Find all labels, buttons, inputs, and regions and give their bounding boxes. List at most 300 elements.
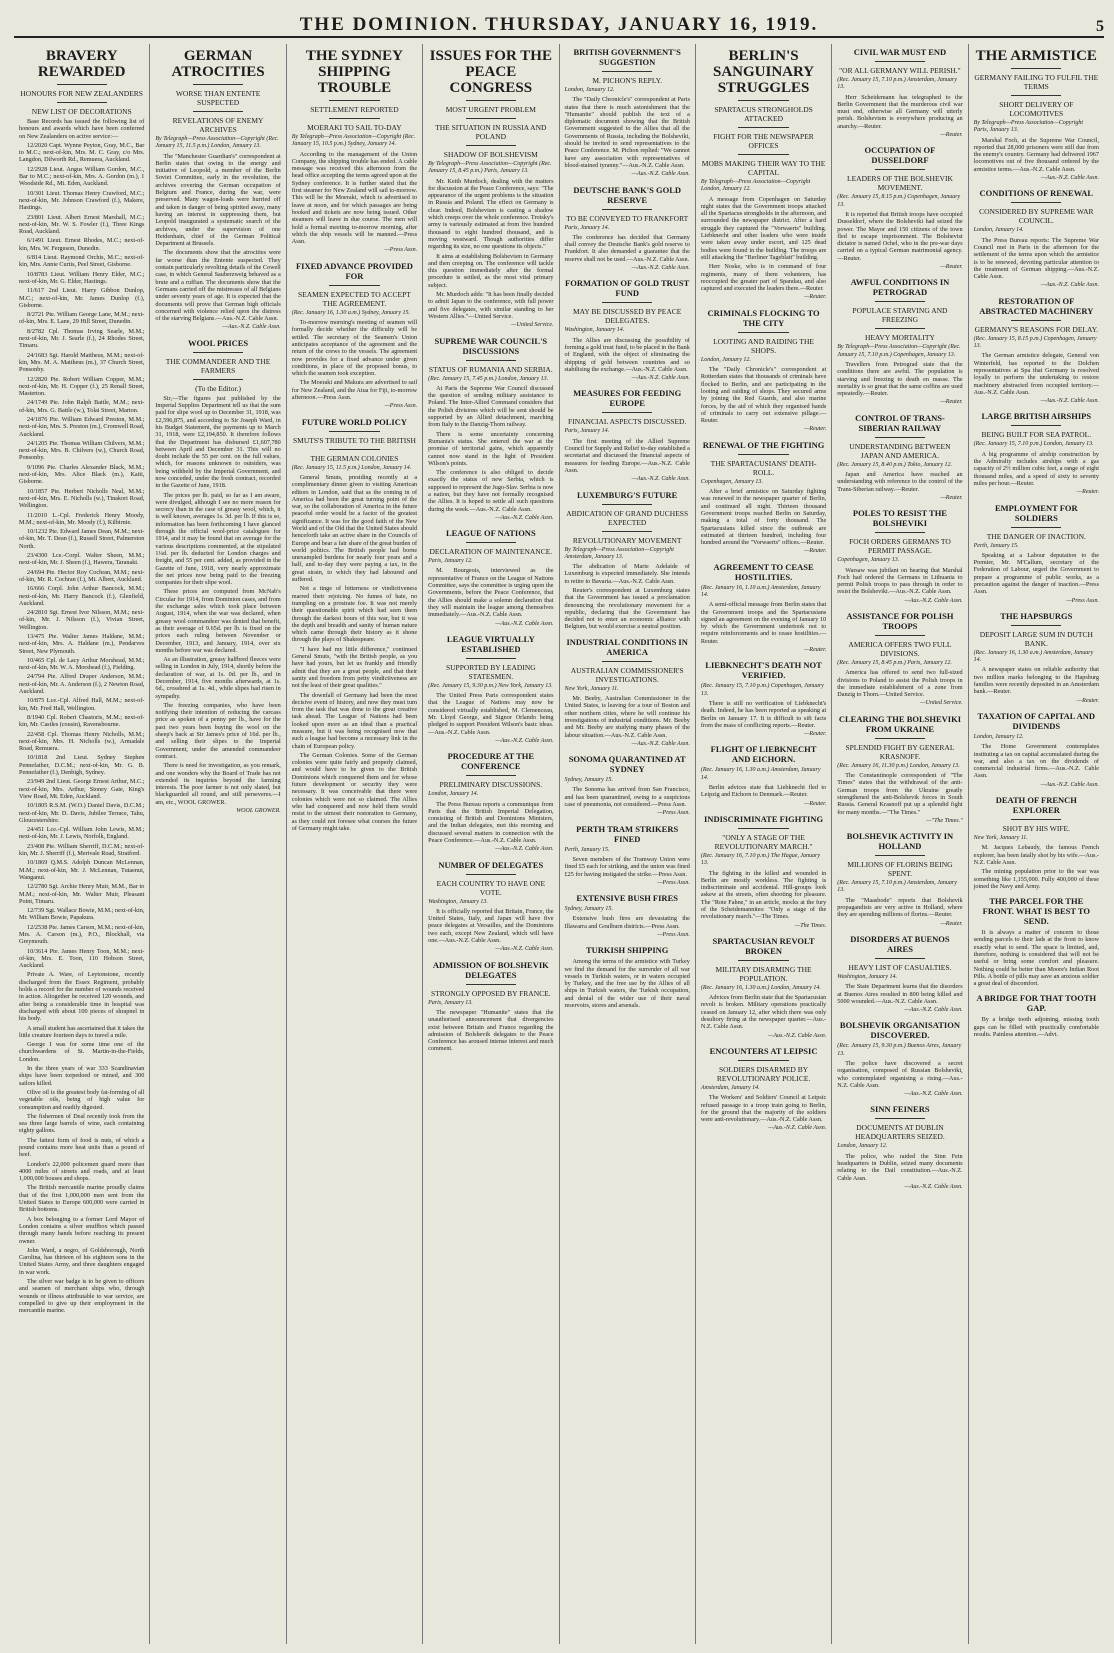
- dateline: Paris, January 14.: [564, 224, 610, 231]
- agency-credit: —Aus.-N.Z. Cable Assn.: [1040, 781, 1099, 788]
- article-paragraph: A box belonging to a former Lord Mayor of London contains a silver snuffbox which passed through many hands before reaching its present owner.: [19, 1215, 145, 1245]
- article: [974, 48, 1099, 182]
- article-headline: LUXEMBURG'S FUTURE: [577, 489, 678, 500]
- article: [565, 388, 690, 483]
- article-paragraph: The fishermen of Deal recently took from the sea three large barrels of wine, each containing eighty gallons.: [19, 1112, 145, 1135]
- article-paragraph: M. Jacques Lebaudy, the famous French explorer, has been fatally shot by his wife.—Aus.-N.Z. Cable Assn.: [973, 844, 1099, 866]
- divider: [466, 100, 516, 101]
- divider: [193, 352, 243, 353]
- article-headline: RENEWAL OF THE FIGHTING: [702, 439, 825, 450]
- article-paragraph: In the three years of war 333 Scandinavian ships have been torpedoed or mined, and 300 sailors killed.: [19, 1065, 145, 1087]
- article-subheading: DECLARATION OF MAINTENANCE.: [429, 547, 553, 557]
- article-subheading: MAY BE DISCUSSED BY PEACE DELEGATES.: [573, 307, 682, 326]
- article-headline: LARGE BRITISH AIRSHIPS: [981, 411, 1092, 422]
- divider: [466, 984, 516, 985]
- article-headline: BRITISH GOVERNMENT'S SUGGESTION: [573, 47, 681, 67]
- divider: [875, 532, 925, 533]
- divider: [329, 449, 379, 450]
- article-headline: A BRIDGE FOR THAT TOOTH GAP.: [976, 993, 1097, 1014]
- column: [832, 44, 968, 1644]
- article-subheading: HONOURS FOR NEW ZEALANDERS: [20, 89, 143, 98]
- article-headline: THE PARCEL FOR THE FRONT. WHAT IS BEST TO SEND.: [982, 896, 1090, 927]
- article-headline: EMPLOYMENT FOR SOLDIERS: [994, 502, 1078, 523]
- article-subheading: TO BE CONVEYED TO FRANKFORT: [566, 213, 689, 223]
- article-paragraph: 8/2782 Cpl. Thomas Irving Searle, M.M.; next-of-kin, Mr. J. Searle (f.), 24 Rhodes Street, Timaru.: [19, 327, 145, 350]
- article-paragraph: 12/2820 Pte. Robert William Copper, M.M.; next-of-kin, Mr. H. Copper (f.), 25 Renall Street, Masterton.: [19, 375, 145, 398]
- agency-credit: —Press Assn.: [657, 932, 690, 938]
- divider: [1011, 819, 1061, 820]
- divider: [875, 301, 925, 302]
- article-paragraph: 10/875 Lce.-Cpl. Alfred Hall, M.M.; next-of-kin, Mr. Fred Hall, Wellington.: [19, 697, 145, 712]
- article-headline: ASSISTANCE FOR POLISH TROOPS: [846, 610, 954, 631]
- agency-credit: —Aus.-N.Z. Cable Assn.: [495, 946, 554, 953]
- article: [292, 417, 417, 833]
- article: [701, 744, 826, 807]
- article-headline: TURKISH SHIPPING: [585, 945, 669, 956]
- article-paragraph: Sir,—The figures just published by the Imperial Supplies Department tell us that the sum paid for slipe wool up to December 31, 1918, was £2,596,875, and according to Sir Joseph Ward, in his Budget Statement, the payments up to March 31, 1918, were £2,194,850. It therefore follows that the Department has disbursed £1,607,780 between April and December 31. This will no doubt include the 55 per cent. on the full values, which, for reasons unknown to outsiders, was being withheld by the Imperial Government, and now conceded, under the fresh contract, recorded in the Gazette of June, 1918.: [155, 394, 281, 490]
- article-paragraph: According to the management of the Union Company, the shipping trouble has ended. A cable message was received this afternoon from the head office accepting the terms agreed upon at the Sydney conference. It is further stated that the first steamer for New Zealand will sail to-morrow. This will be the Moeraki, which is advertised to leave at noon, and for which passages are being booked and tickets are now being issued. Other steamers will leave in due course. The men will hold a formal meeting to-morrow morning, after which the ship vessels will be manned.—Press Assn.: [291, 150, 418, 246]
- article: [837, 145, 962, 271]
- dateline: (Rec. January 15, 7.10 p.m.) Copenhagen, January 13.: [700, 683, 824, 697]
- article-paragraph: 11/2010 L.-Cpl. Frederick Henry Moody, M.M.; next-of-kin, Mr. Moody (f.), Kilbirnie.: [19, 511, 145, 526]
- article: [837, 47, 962, 139]
- article-paragraph: Herr Scheidemann has telegraphed to the Berlin Government that the murderous civil war must end, otherwise all Germany will utterly perish. Bolshevism is everywhere producing an anarchy.—Reuter.: [837, 93, 963, 130]
- article-headline: PROCEDURE AT THE CONFERENCE: [447, 751, 535, 772]
- article-paragraph: "I have had my little difference," continued General Smuts, "with the British people, as you have had yours, but let us frankly and friendly admit that they are a great people, and that their sanity and freedom from petty vindictiveness are not the least of their great qualities.": [291, 645, 418, 690]
- article-paragraph: Berlin advices state that Liebknecht fled to Leipzig and Eichorn to Denmark.—Reuter.: [700, 784, 827, 799]
- article: [974, 503, 1099, 605]
- divider: [875, 61, 925, 62]
- article-headline: ISSUES FOR THE PEACE CONGRESS: [429, 48, 552, 96]
- article-headline: BERLIN'S SANGUINARY STRUGGLES: [712, 48, 815, 96]
- divider: [57, 102, 107, 103]
- divider: [875, 328, 925, 329]
- article-paragraph: Mr. Beeby, Australian Commissioner in the United States, is leaving for a tour of Boston and other northern cities, where he will continue his investigations of industrial conditions. Mr. Beeby and Mr. Beeby are studying many phases of the labour situation.—Aus.-N.Z. Cable Assn.: [564, 695, 690, 739]
- divider: [602, 209, 652, 210]
- article-headline: AWFUL CONDITIONS IN PETROGRAD: [850, 277, 950, 298]
- article-paragraph: John Ward, a negro, of Goldsborough, North Carolina, has thirteen of his eighteen sons in the United States Army, and three daughters engaged in war work.: [19, 1246, 145, 1276]
- article-subheading: AMERICA OFFERS TWO FULL DIVISIONS.: [848, 639, 952, 658]
- article-paragraph: Base Records has issued the following list of honours and awards which have been conferred on New Zealanders on active service:—: [19, 118, 145, 140]
- agency-credit: —Aus.-N.Z. Cable Assn.: [1040, 398, 1099, 405]
- agency-credit: —Aus.-N.Z. Cable Assn.: [495, 737, 554, 744]
- article-paragraph: A small student has ascertained that it takes the little creature fourteen days to travel a mile.: [19, 1024, 145, 1039]
- article: [974, 611, 1099, 705]
- agency-credit: —Aus.-N.Z. Cable Assn.: [904, 1183, 963, 1190]
- article: [19, 48, 144, 1315]
- dateline: Paris, January 13.: [428, 999, 473, 1006]
- article-paragraph: As an illustration, greasy halfbred fleeces were selling in London in July, 1914, shortly before the declaration of war, at 1s. 0d. per lb., and in December, 1914, five months afterwards, at 1s. 6d., crossbred at 1s. 4d., while slipes had risen in sympathy.: [155, 656, 281, 700]
- column: [969, 44, 1104, 1644]
- divider: [1011, 625, 1061, 626]
- article: [565, 278, 690, 382]
- divider: [738, 154, 788, 155]
- article-subheading: SMUTS'S TRIBUTE TO THE BRITISH: [292, 435, 416, 445]
- dateline: (Rec. January 16, 1.30 a.m.) Amsterdam, January 14.: [700, 767, 821, 781]
- divider: [738, 127, 788, 128]
- article-headline: CRIMINALS FLOCKING TO THE CITY: [707, 307, 820, 328]
- divider: [738, 1060, 788, 1061]
- article-paragraph: 10/8783 Lieut. William Henry Elder, M.C.; next-of-kin, Mr. G. Elder, Hastings.: [19, 270, 145, 285]
- agency-credit: —Aus.-N.Z. Cable Assn.: [904, 1091, 963, 1098]
- article-subheading: PRELIMINARY DISCUSSIONS.: [439, 780, 543, 790]
- divider: [329, 100, 379, 101]
- article-headline: GERMAN ATROCITIES: [171, 48, 265, 80]
- article-paragraph: 9/1096 Pte. Charles Alexander Black, M.M.; next-of-kin, Mrs. Alice Black (m.), Kaiti, Gisborne.: [19, 463, 145, 486]
- article-paragraph: The "Maasbode" reports that Bolshevik propagandists are very active in Holland, where they are spending millions of florins.—Reuter.: [837, 896, 963, 919]
- article: [565, 490, 690, 631]
- article-paragraph: 23/408 Pte. William Sherriff, D.C.M.; next-of-kin, Mr. J. Sherriff (f.), Merivale Road, Stratford.: [19, 842, 145, 858]
- divider: [466, 542, 516, 543]
- article-paragraph: The German armistice delegate, General von Winterfeld, has reported to the Dolchen representatives at Spa that Germany is resolved loyally to perform the undertaking to restore machinery abstracted from occupied territory.—Aus.-N.Z. Cable Assn.: [973, 352, 1099, 396]
- article-paragraph: 24/1205 Pte. Thomas William Chilvers, M.M.; next-of-kin, Mrs. B. Chilvers (w.), Church Road, Ponsonby.: [19, 439, 145, 462]
- article-subheading: SHOT BY HIS WIFE.: [1002, 824, 1070, 834]
- divider: [1011, 95, 1061, 96]
- dateline: Washington, January 14.: [837, 973, 898, 980]
- article-paragraph: The freezing companies, who have been notifying their intention of reducing the carcass price as spoken of a penny per lb., have for the past two years been buying the wool on the sheep's back at Sir James's price of 16d. per lb., and selling their slipes to the Imperial Government, under the amended commandeer contract.: [155, 701, 281, 760]
- article-paragraph: 23/4300 Lce.-Corpl. Walter Sheen, M.M.; next-of-kin, Mr. J. Sheen (f.), Hawera, Taranaki.: [19, 552, 145, 567]
- article-subheading: MILITARY DISARMING THE POPULATION.: [715, 964, 812, 983]
- agency-credit: —Press Assn.: [657, 879, 690, 886]
- agency-credit: —The Times.: [794, 922, 827, 929]
- article-headline: OCCUPATION OF DUSSELDORF: [864, 145, 936, 166]
- article-paragraph: The "Daily Chronicle's" correspondent at Paris states that there is much astonishment that the "Humanite" should publish the text of a diplomatic document showing that the British Government suggested to the Allies that all the Governments of Russia, including the Bolsheviki, should be invited to send representatives to the Peace Conference. M. Pichon replied: "We cannot have any association with representatives of blood-stained tyranny."—Aus.-N.Z. Cable Assn.: [564, 96, 690, 169]
- article-subheading: SHORT DELIVERY OF LOCOMOTIVES: [999, 100, 1074, 118]
- article-headline: AGREEMENT TO CEASE HOSTILITIES.: [713, 561, 814, 582]
- article: [701, 1046, 826, 1133]
- agency-credit: —Aus.-N.Z. Cable Assn.: [631, 265, 690, 272]
- article-paragraph: The mining population prior to the war was something like 1,155,000. Fully 400,000 of these joined the Navy and Army.: [973, 868, 1099, 890]
- dateline: (Rec. January 16, 1.30 a.m.) Sydney, January 15.: [291, 309, 411, 316]
- article-headline: SINN FEINERS: [870, 1104, 930, 1115]
- article: [974, 711, 1099, 789]
- divider: [602, 412, 652, 413]
- article-paragraph: Extensive bush fires are devastating the Illawarra and Goulburn districts.—Press Assn.: [564, 915, 690, 930]
- article-subheading: NEW LIST OF DECORATIONS: [31, 107, 132, 116]
- article-paragraph: The Press Bureau reports a communique from Paris that the British Imperial Delegation, consisting of British and Dominions Ministers, and the Indian delegates, met this morning and discussed several matters in connection with the Peace Conference.—Aus.-N.Z. Cable Assn.: [428, 800, 554, 844]
- article-subheading: STATUS OF RUMANIA AND SERBIA.: [428, 364, 553, 374]
- article-headline: SPARTACUSIAN REVOLT BROKEN: [712, 935, 815, 956]
- dateline: (Rec. January 15, 7.45 p.m.) London, January 13.: [428, 375, 549, 382]
- article-headline: CONDITIONS OF RENEWAL: [979, 188, 1094, 199]
- article-paragraph: At Paris the Supreme War Council discussed the question of sending military assistance to Poland. The Inter-Allied Command considers that the Polish divisions which will be sent should be supported by an Allied detachment, marching from Italy to the Danzig-Thorn railway.: [428, 384, 554, 429]
- article: [428, 528, 553, 628]
- article-headline: DISORDERS AT BUENOS AIRES: [850, 933, 950, 954]
- divider: [57, 84, 107, 85]
- divider: [193, 111, 243, 112]
- agency-credit: —Aus.-N.Z. Cable Assn.: [495, 514, 554, 521]
- article-paragraph: The State Department learns that the disorders at Buenos Aires resulted in 800 being killed and 5000 wounded.—Aus.-N.Z. Cable Assn.: [837, 983, 963, 1005]
- article-paragraph: Olive oil is the greatest body fat-forming of all vegetable oils, being of high value for consumption and readily digested.: [19, 1088, 145, 1111]
- article: [565, 945, 690, 1009]
- column: [423, 44, 559, 1644]
- article-paragraph: The police have discovered a secret organisation, composed of Russian Bolsheviki, who contemplated organising a rising.—Aus.-N.Z. Cable Assn.: [837, 1060, 963, 1089]
- article-subheading: SUPPORTED BY LEADING STATESMEN.: [445, 662, 536, 681]
- article-subheading: POPULACE STARVING AND FREEZING: [852, 306, 948, 325]
- article-paragraph: After a brief armistice on Saturday fighting was renewed in the newspaper quarter of Berlin, and continued all night. Thirteen thousand Government troops reached Berlin on Saturday, making a total of forty thousand. The Spartacusians killed since the outbreak are estimated at thirteen hundred, including four hundred around the "Vorwaerts" offices.—Reuter.: [700, 488, 827, 547]
- divider: [466, 118, 516, 119]
- article-paragraph: 24/794 Pte. Alfred Draper Anderson, M.M.; next-of-kin, Mr. A. Anderson (f.), 2 Newton Road, Auckland.: [19, 673, 145, 696]
- article: [155, 338, 280, 816]
- divider: [329, 285, 379, 286]
- dateline: Copenhagen, January 13.: [837, 557, 900, 564]
- article-paragraph: 12/2020 Capt. Wynne Peyton, Gray, M.C., Bar to M.C.; next-of-kin, Mrs. M. C. Gray, c/o Mrs. Langdon, Dilworth Rd., Remuera, Auckland.: [19, 141, 145, 164]
- article: [974, 296, 1099, 406]
- article-subheading: SEAMEN EXPECTED TO ACCEPT THE AGREEMENT.: [298, 289, 411, 308]
- article-subheading: HEAVY MORTALITY: [864, 333, 935, 343]
- article-headline: LEAGUE OF NATIONS: [445, 528, 536, 539]
- article: [292, 48, 417, 255]
- divider: [1011, 202, 1061, 203]
- article-headline: THE ARMISTICE: [975, 48, 1097, 64]
- columns: [14, 44, 1104, 1644]
- article: [292, 261, 417, 411]
- article-paragraph: The British mercantile marine proudly claims that of the first 1,000,000 men sent from the United States to Europe 600,000 were carried in British bottoms.: [19, 1184, 145, 1214]
- article-paragraph: To-morrow morning's meeting of seamen will formally decide whether the difficulty will be settled. The secretary of the Seamen's Union anticipates acceptance of the agreement and the return of the crews to the vessels. The agreement now provides for a fixed advance under given conditions, in place of the proposed bonus, to which the seamen took exception.: [291, 319, 418, 378]
- agency-credit: —Press Assn.: [657, 810, 690, 817]
- column: [14, 44, 150, 1644]
- article-paragraph: The abdication of Marie Adelaide of Luxemburg is expected immediately. She intends to retire to Bavaria.—Aus.-N.Z. Cable Assn.: [564, 563, 690, 585]
- article-paragraph: 10/1805 R.S.M. (W.O.) Daniel Davis, D.C.M.; next-of-kin, Mr. D. Davis, Jubilee Terrace, Tahu, Gloucestershire.: [19, 802, 145, 824]
- agency-credit: —Reuter.: [1076, 489, 1099, 496]
- article-paragraph: 12/2780 Sgt. Archie Henry Muir, M.M., Bar to M.M.; next-of-kin, Mr. Walter Muir, Pleasant Point, Timaru.: [19, 883, 145, 905]
- agency-credit: —Aus.-N.Z. Cable Assn.: [222, 324, 281, 331]
- article: [565, 47, 690, 179]
- dateline: By Telegraph—Press Association—Copyright (Rec. January 15, 8.45 p.m.) Paris, January 13.: [428, 161, 552, 175]
- article-headline: ADMISSION OF BOLSHEVIK DELEGATES: [432, 959, 549, 980]
- dateline: New York, January 11.: [564, 685, 619, 692]
- column: [150, 44, 286, 1644]
- article-subheading: EACH COUNTRY TO HAVE ONE VOTE.: [436, 878, 546, 897]
- article-paragraph: The Moeraki and Makura are advertised to sail for New Zealand, and the Atua for Fiji, to-morrow afternoon.—Press Assn.: [291, 379, 418, 402]
- article-subheading: BEING BUILT FOR SEA PATROL.: [981, 430, 1092, 440]
- article-subheading: MOST URGENT PROBLEM: [445, 105, 536, 114]
- agency-credit: —Aus.-N.Z. Cable Assn.: [631, 740, 690, 747]
- article-subheading: (To the Editor.): [195, 383, 242, 393]
- article-headline: INDISCRIMINATE FIGHTING: [704, 813, 824, 824]
- article: [155, 48, 280, 332]
- agency-credit: —Reuter.: [804, 294, 827, 301]
- article: [701, 936, 826, 1040]
- article: [701, 48, 826, 302]
- article-headline: CONTROL OF TRANS-SIBERIAN RAILWAY: [855, 412, 945, 433]
- divider: [193, 84, 243, 85]
- article-paragraph: The "Daily Chronicle's" correspondent at Rotterdam states that thousands of criminals have flocked to Berlin, and are participating in the looting and raiding of shops. They secured arms by joining the Red Guards, and also marine forces, by the aid of which they organised bands of criminals to carry out extensive pillage.—Reuter.: [700, 366, 827, 425]
- article-paragraph: The Constantinople correspondent of "The Times" states that the withdrawal of the anti-German troops from the Ukraine greatly strengthened the anti-Bolshevik forces in South Russia. General Krasnoff put up a splendid fight for many months.—"The Times.": [837, 772, 963, 816]
- article-paragraph: M. Bourgeois, interviewed as the representative of France on the League of Nations Committee, says the committee is urging upon the Governments, before the Peace Conference, that the Allies should make a solemn declaration that they will maintain the league among themselves immediately.—Aus.-N.Z. Cable Assn.: [428, 567, 554, 619]
- article-paragraph: Japan and America have reached an understanding with reference to the control of the Trans-Siberian railway.—Reuter.: [837, 471, 963, 493]
- article: [701, 440, 826, 556]
- divider: [1011, 527, 1061, 528]
- article-paragraph: The police, who raided the Sinn Fein headquarters in Dublin, seized many documents relating to the Dail constitution.—Aus.-N.Z. Cable Assn.: [837, 1152, 963, 1182]
- article-paragraph: It is always a matter of concern to those sending parcels to their lads at the front to know exactly what to send. The space is limited, and, therefore, nothing is considered that will not be useful or bring some comfort and pleasure. Nothing could be better than Moore's Indian Root Pills. A bottle of pills may save an anxious soldier a great deal of discomfort.: [973, 929, 1099, 988]
- article-subheading: MILLIONS OF FLORINS BEING SPENT.: [847, 860, 953, 879]
- dateline: Washington, January 14.: [564, 327, 625, 334]
- article-paragraph: 10/1232 Pte. Edward James Dean, M.M.; next-of-kin, Mr. T. Dean (f.), Russell Street, Palmerston North.: [19, 528, 145, 550]
- agency-credit: WOOL GROWER.: [236, 808, 281, 815]
- article-paragraph: The Sonoma has arrived from San Francisco, and has been quarantined, owing to a suspicious case of pneumonia, not considered.—Press Assn.: [564, 786, 690, 809]
- article-subheading: FOCH ORDERS GERMANS TO PERMIT PASSAGE.: [849, 537, 951, 556]
- dateline: (Rec. January 15, 8.45 p.m.) Paris, January 12.: [837, 659, 952, 666]
- article-paragraph: 6/1491 Lieut. Ernest Rhodes, M.C.; next-of-kin, Mrs. W. Ferguson, Dunedin.: [19, 237, 145, 252]
- article-subheading: SOLDIERS DISARMED BY REVOLUTIONARY POLICE.: [716, 1064, 811, 1083]
- article: [701, 562, 826, 655]
- article-subheading: FIGHT FOR THE NEWSPAPER OFFICES: [713, 132, 814, 150]
- article: [837, 1020, 962, 1098]
- agency-credit: —Aus.-N.Z. Cable Assn.: [904, 597, 963, 604]
- article: [701, 308, 826, 434]
- article-paragraph: Marshal Foch, at the Supreme War Council, reported that 28,000 prisoners were still due from the enemy's country. Germany had delivered 1967 locomotives out of five thousand ordered by the armistice terms.—Aus.-N.Z. Cable Assn.: [973, 136, 1099, 173]
- divider: [875, 855, 925, 856]
- article-headline: LEAGUE VIRTUALLY ESTABLISHED: [446, 633, 535, 654]
- dateline: London, January 12.: [700, 356, 751, 363]
- article-paragraph: 12/739 Sgt. Wallace Bowie, M.M.; next-of-kin, Mr. William Bowie, Papakura.: [19, 907, 145, 922]
- divider: [738, 332, 788, 333]
- agency-credit: —"The Times.": [926, 817, 963, 824]
- divider: [466, 874, 516, 875]
- article-paragraph: By a bridge tooth adjoining, missing tooth gaps can be filled with practically comfortable results. Painless attention.—Advt.: [973, 1016, 1099, 1039]
- article-paragraph: Warsaw was jubilant on hearing that Marshal Foch had ordered the Germans in Lithuania to permit Polish troops to pass through in order to resist the Bolsheviki.—Aus.-N.Z. Cable Assn.: [837, 566, 963, 596]
- agency-credit: —Aus.-N.Z. Cable Assn.: [495, 846, 554, 853]
- divider: [738, 454, 788, 455]
- divider: [602, 302, 652, 303]
- divider: [602, 531, 652, 532]
- article-paragraph: The newspaper "Humanite" states that the unauthorised announcement that divergencies exist between Britain and France regarding the admission of Bolshevik delegates to the Peace Conference has aroused intense interest and much comment.: [428, 1008, 554, 1053]
- divider: [875, 437, 925, 438]
- dateline: New York, January 11.: [973, 835, 1028, 842]
- article: [428, 960, 553, 1053]
- divider: [1011, 68, 1061, 69]
- dateline: London, January 12.: [564, 87, 615, 93]
- article-paragraph: The silver war badge is to be given to officers and seamen of merchant ships who, through wounds or illness attributable to war service, are compelled to give up their employment in the mercantile marine.: [19, 1278, 145, 1315]
- divider: [466, 145, 516, 146]
- article-paragraph: The Workers' and Soldiers' Council at Leipsic refused passage to a troop train going to Berlin, for the ground that the majority of the soldiers were anti-revolutionary.—Aus.-N.Z. Cable Assn.: [700, 1094, 827, 1124]
- masthead: [14, 6, 1104, 38]
- article-paragraph: The fattest form of food is nuts, of which a pound contains more heat units than a pound of beef.: [19, 1136, 145, 1159]
- article-paragraph: 8/1940 Cpl. Robert Chastoris, M.M.; next-of-kin, Mr. Castles (cousin), Ravensbourne.: [19, 713, 145, 729]
- article-paragraph: A newspaper states on reliable authority that two million marks belonging to the Hapsburg families were recently deposited in an Amsterdam bank.—Reuter.: [973, 666, 1099, 696]
- article: [837, 277, 962, 406]
- article-paragraph: 24/451 Lce.-Cpl. William John Lewis, M.M.; next-of-kin, Mr. J. Lewis, Norfolk, England.: [19, 826, 145, 841]
- article-subheading: THE DANGER OF INACTION.: [986, 531, 1086, 541]
- dateline: (Rec. January 15, 9.30 p.m.) New York, January 13.: [428, 682, 553, 689]
- article-headline: TAXATION OF CAPITAL AND DIVIDENDS: [977, 710, 1096, 731]
- article-paragraph: The United Press Paris correspondent states that the League of Nations may now be considered virtually established, M. Clemenceau, Mr. Lloyd George, and Signor Orlando being pledged to support President Wilson's basic ideas.—Aus.-N.Z. Cable Assn.: [428, 692, 554, 736]
- article-paragraph: 24/694 Pte. Hector Roy Cochran, M.M.; next-of-kin, Mr. R. Cochran (f.), Mt. Albert, Auckland.: [19, 568, 145, 583]
- article-subheading: WORSE THAN ENTENTE SUSPECTED: [175, 89, 261, 107]
- dateline: Washington, January 13.: [428, 898, 488, 905]
- divider: [738, 960, 788, 961]
- agency-credit: —Aus.-N.Z. Cable Assn.: [631, 476, 690, 483]
- dateline: (Rec. January 15, 8.40 p.m.) Tokio, January 12.: [837, 461, 953, 468]
- article-headline: WOOL PRICES: [187, 337, 249, 348]
- divider: [602, 504, 652, 505]
- article-paragraph: 24/1683 Sgt. Harold Mattheus, M.M.; next-of-kin, Mrs. M. A. Mattheus (m.), 37 Church Street, Ponsonby.: [19, 351, 145, 374]
- dateline: By Telegraph—Press Association—Copyright (Rec. January 15, 10.5 p.m.) Sydney, January 14.: [291, 134, 416, 148]
- dateline: (Rec. January 15, 8.15 p.m.) Copenhagen, January 13.: [837, 194, 961, 208]
- page-number: 5: [1096, 18, 1104, 35]
- article-paragraph: Mr. Keith Murdoch, dealing with the matters for discussion at the Peace Conference, says: "The appearance of the urgent problems is the situation in Russia and Poland. The effect on Germany is clear. Indeed, Bolshevism is casting a shadow which creeps over the whole conference. Trotsky's army is variously estimated at from five hundred thousand to eight hundred thousand, and is moving westward. Though authorities differ regarding its size, no one questions its objects.": [428, 177, 554, 251]
- agency-credit: —Reuter.: [1076, 697, 1099, 704]
- article-paragraph: 12/2538 Pte. James Carson, M.M.; next-of-kin, Mrs. A. Carson (m.), P.O., Blockhall, via Greymouth.: [19, 923, 145, 946]
- article-paragraph: London's 22,000 policemen guard more than 4000 miles of streets and roads, and at least 1,000,000 houses and shops.: [19, 1160, 145, 1183]
- dateline: London, January 14.: [973, 227, 1024, 234]
- agency-credit: —Reuter.: [804, 548, 827, 555]
- dateline: Perth, January 15.: [564, 846, 610, 853]
- article: [974, 993, 1099, 1038]
- article-subheading: STRONGLY OPPOSED BY FRANCE.: [431, 988, 551, 998]
- agency-credit: —Reuter.: [804, 647, 827, 654]
- dateline: By Telegraph—Press Association—Copyright (Rec. January 15, 7.10 p.m.) Copenhagen, January 13.: [837, 344, 961, 358]
- article-paragraph: General Smuts, presiding recently at a complimentary dinner given to visiting American editors in London, said that as the coming in of America had been the great turning point of the war, so the collaboration of America in the future peaceful order would be a factor of the greatest significance. It was for the good faith of the New World and of the Old that the United States should henceforth take an active share in the Councils of Europe and bear a fair share of the great burden of world politics. The British people had borne unexampled burdens for nearly four years and a half, and to-day they were paying a tax, in the great strain, to which they had laboured and suffered.: [291, 473, 418, 584]
- divider: [875, 958, 925, 959]
- article-paragraph: 10/3614 Pte. James Henry Toon, M.M.; next-of-kin, Mrs. E. Toon, 110 Hobson Street, Auckland.: [19, 947, 145, 970]
- article-paragraph: 22/458 Cpl. Thomas Henry Nicholls, M.M.; next-of-kin, Mrs. H. Nicholls (w.), Armadale Road, Remuera.: [19, 730, 145, 753]
- dateline: By Telegraph—Press Association—Copyright Amsterdam, January 13.: [564, 546, 674, 560]
- agency-credit: —Reuter.: [804, 731, 827, 738]
- article-headline: PERTH TRAM STRIKERS FINED: [576, 823, 679, 844]
- article-subheading: MOERAKI TO SAIL TO-DAY: [307, 123, 402, 132]
- article-paragraph: 10/1869 Q.M.S. Adolph Duncan McLennan, M.M.; next-of-kin, Mr. J. McLennan, Tutaenui, Wanganui.: [19, 859, 145, 881]
- agency-credit: —Press Assn.: [384, 403, 418, 410]
- article-subheading: SPLENDID FIGHT BY GENERAL KRASNOFF.: [845, 742, 955, 761]
- article-headline: INDUSTRIAL CONDITIONS IN AMERICA: [566, 636, 688, 657]
- divider: [602, 661, 652, 662]
- article: [837, 934, 962, 1014]
- article-subheading: THE GERMAN COLONIES: [310, 453, 399, 463]
- article-paragraph: Mr. Murdoch adds: "It has been finally decided to admit Japan to the conference, with full power and five delegates, with similar standing to her Western Allies."—United Service.: [428, 291, 554, 320]
- article-paragraph: Private A. Ware, of Leytonstone, recently discharged from the Essex Regiment, probably holds a record for the number of wounds received in action. Altogether he received 120 wounds, and after being a considerable time in hospital was discharged with about 100 pieces of shrapnel in his body.: [19, 971, 145, 1023]
- article-paragraph: A big programme of airship construction by the Admiralty includes airships with a gas capacity of 2½ million cubic feet, a range of eight thousand miles, and a speed of sixty to seventy miles per hour.—Reuter.: [973, 450, 1099, 487]
- article: [837, 611, 962, 708]
- agency-credit: —Aus.-N.Z. Cable Assn.: [904, 1007, 963, 1014]
- article: [565, 754, 690, 817]
- article-paragraph: A message from Copenhagen on Saturday night states that the Government troops attacked all the Spartacus strongholds in the afternoon, and surrounded the newspaper district. After a hard struggle they captured the "Vorwaerts" building. Liebknecht and other leaders who were inside were taken away under escort, and 125 dead bodies were found in the building. The troops are still attacking the "Berliner Tageblatt" building.: [700, 195, 827, 261]
- article: [974, 795, 1099, 890]
- article-headline: NUMBER OF DELEGATES: [438, 859, 544, 870]
- dateline: (Rec. January 15, 7.10 p.m.) London, January 13.: [973, 441, 1094, 448]
- article-paragraph: 10/1857 Pte. Herbert Nicholls Neal, M.M.; next-of-kin, Mrs. E. Nicholls (w.), Tinakori Road, Wellington.: [19, 487, 145, 510]
- article-subheading: ABDICATION OF GRAND DUCHESS EXPECTED: [566, 508, 689, 527]
- divider: [466, 775, 516, 776]
- article-paragraph: George I was for some time one of the churchwardens of St. Martin-in-the-Fields, London.: [19, 1041, 145, 1063]
- agency-credit: —Reuter.: [804, 800, 827, 807]
- article-paragraph: There is some uncertainty concerning Rumania's status. She entered the war at the promise of territorial gains, which apparently cannot now stand in the light of President Wilson's points.: [428, 430, 554, 467]
- article-headline: BOLSHEVIK ORGANISATION DISCOVERED.: [839, 1020, 960, 1041]
- article: [974, 896, 1099, 987]
- article: [974, 188, 1099, 289]
- article-paragraph: The Allies are discussing the possibility of forming a gold trust fund, to be placed in the Bank of England, with the object of eliminating the shipping of gold between countries and so stabilising the exchange.—Aus.-N.Z. Cable Assn.: [564, 336, 690, 373]
- dateline: By Telegraph—Press Association—Copyright Paris, January 13.: [973, 120, 1084, 134]
- masthead-title: THE DOMINION. THURSDAY, JANUARY 16, 1919.: [299, 14, 819, 35]
- article-paragraph: The Home Government contemplates instituting a tax on capital accumulated during the war, and also a tax on the dividends of commercial industrial firms.—Aus.-N.Z. Cable Assn.: [973, 743, 1099, 780]
- column: [560, 44, 696, 1644]
- dateline: Paris, January 14.: [564, 428, 610, 435]
- agency-credit: —Aus.-N.Z. Cable Assn.: [768, 1125, 827, 1132]
- article-paragraph: The German Colonies. Some of the German colonies were quite fairly and properly claimed, and would have to be given to the British Dominions which conquered them and for whose future development or security they were necessary. It was conceivable that there were colonies which were not so claimed. The Allies who had conquered and now held them would resist to the utmost their restoration to Germany, as they could not foresee what courses the future of Germany might take.: [291, 751, 418, 832]
- article-subheading: "OR ALL GERMANY WILL PERISH.": [839, 66, 961, 75]
- article-paragraph: Travellers from Petrograd state that the conditions there are awful. The population is starving and freezing to death en masse. The mortality is so great that the same coffins are used repeatedly.—Reuter.: [837, 360, 963, 398]
- article-headline: DEUTSCHE BANK'S GOLD RESERVE: [573, 184, 682, 205]
- article: [428, 860, 553, 954]
- dateline: Perth, January 15.: [973, 542, 1019, 549]
- article-subheading: HEAVY LIST OF CASUALTIES.: [848, 962, 952, 972]
- divider: [875, 635, 925, 636]
- article: [837, 413, 962, 502]
- dateline: Copenhagen, January 13.: [700, 478, 763, 485]
- dateline: Sydney, January 15.: [564, 906, 613, 913]
- divider: [329, 118, 379, 119]
